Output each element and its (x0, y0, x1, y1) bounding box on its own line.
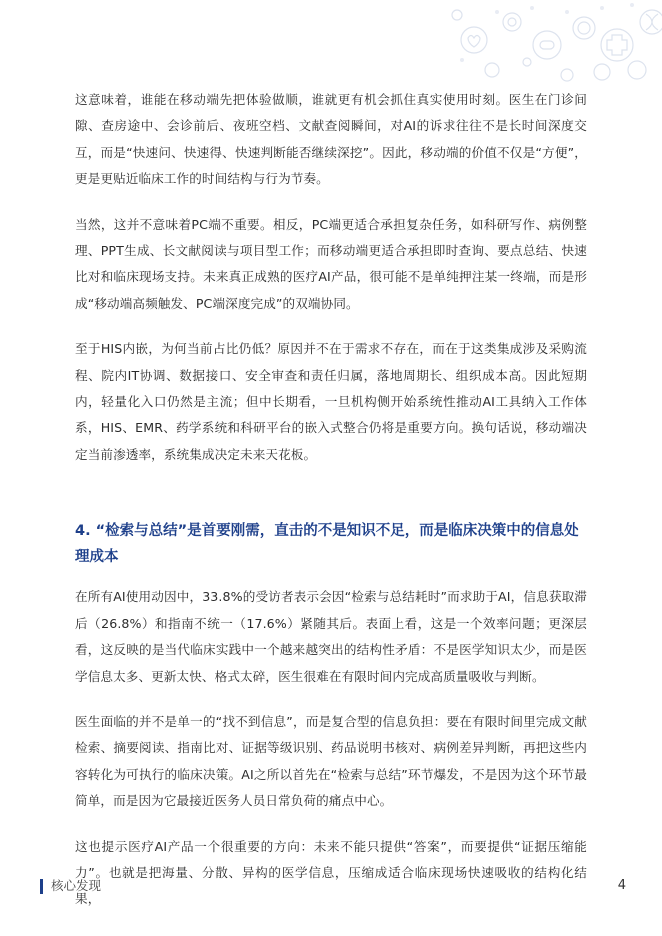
body-paragraph: 医生面临的并不是单一的“找不到信息”，而是复合型的信息负担：要在有限时间里完成文献检索、摘要阅读、指南比对、证据等级识别、药品说明书核对、病例差异判断，再把这些内容转化为可执行的临床决策。AI之所以首先在“检索与总结”环节爆发，不是因为这个环节最简单，而是因为它最接近医务人员日常负荷的痛点中心。 (75, 713, 587, 809)
section-heading: 4. “检索与总结”是首要刚需，直击的不是知识不足，而是临床决策中的信息处理成本 (75, 523, 579, 566)
body-paragraph: 当然，这并不意味着PC端不重要。相反，PC端更适合承担复杂任务，如科研写作、病例整理、PPT生成、长文献阅读与项目型工作；而移动端更适合承担即时查询、要点总结、快速比对和临床现场支持。未来真正成熟的医疗AI产品，很可能不是单纯押注某一终端，而是形成“移动端高频触发、PC端深度完成”的双端协同。 (75, 216, 587, 311)
footer-section-label: 核心发现 (51, 878, 102, 893)
footer-accent-bar (40, 879, 43, 894)
heart-icon (461, 27, 487, 53)
body-paragraph: 至于HIS内嵌，为何当前占比仍低？原因并不在于需求不存在，而在于这类集成涉及采购流程、院内IT协调、数据接口、安全审查和责任归属，落地周期长、组织成本高。因此短期内，轻量化入口仍然是主流；但中长期看，一旦机构侧开始系统性推动AI工具纳入工作体系，HIS、EMR、药学系统和科研平台的嵌入式整合仍将是重要方向。换句话说，移动端决定当前渗透率，系统集成决定未来天花板。 (75, 341, 587, 462)
stethoscope-icon (594, 64, 610, 80)
body-paragraph: 这也提示医疗AI产品一个很重要的方向：未来不能只提供“答案”，而要提供“证据压缩能力”。也就是把海量、分散、异构的医学信息，压缩成适合临床现场快速吸收的结构化结果， (75, 838, 587, 907)
page-number: 4 (617, 878, 626, 893)
medical-cross-icon (601, 29, 633, 61)
body-paragraph: 在所有AI使用动因中，33.8%的受访者表示会因“检索与总结耗时”而求助于AI，信息获取滞后（26.8%）和指南不统一（17.6%）紧随其后。表面上看，这是一个效率问题；更深层看，这反映的是当代临床实践中一个越来越突出的结构性矛盾：不是医学知识太少，而是医学信息太多、更新太快、格式太碎，医生很难在有限时间内完成高质量吸收与判断。 (75, 589, 587, 684)
body-paragraph: 这意味着，谁能在移动端先把体验做顺，谁就更有机会抓住真实使用时刻。医生在门诊间隙、查房途中、会诊前后、夜班空档、文献查阅瞬间，对AI的诉求往往不是长时间深度交互，而是“快速问、快速得、快速判断能否继续深挖”。因此，移动端的价值不仅是“方便”，更是更贴近临床工作的时间结构与行为节奏。 (75, 92, 587, 187)
page-footer (40, 876, 626, 896)
pill-icon (533, 31, 561, 59)
dna-icon (640, 10, 662, 34)
main-content (75, 87, 587, 932)
medical-decoration-pattern (362, 0, 662, 90)
